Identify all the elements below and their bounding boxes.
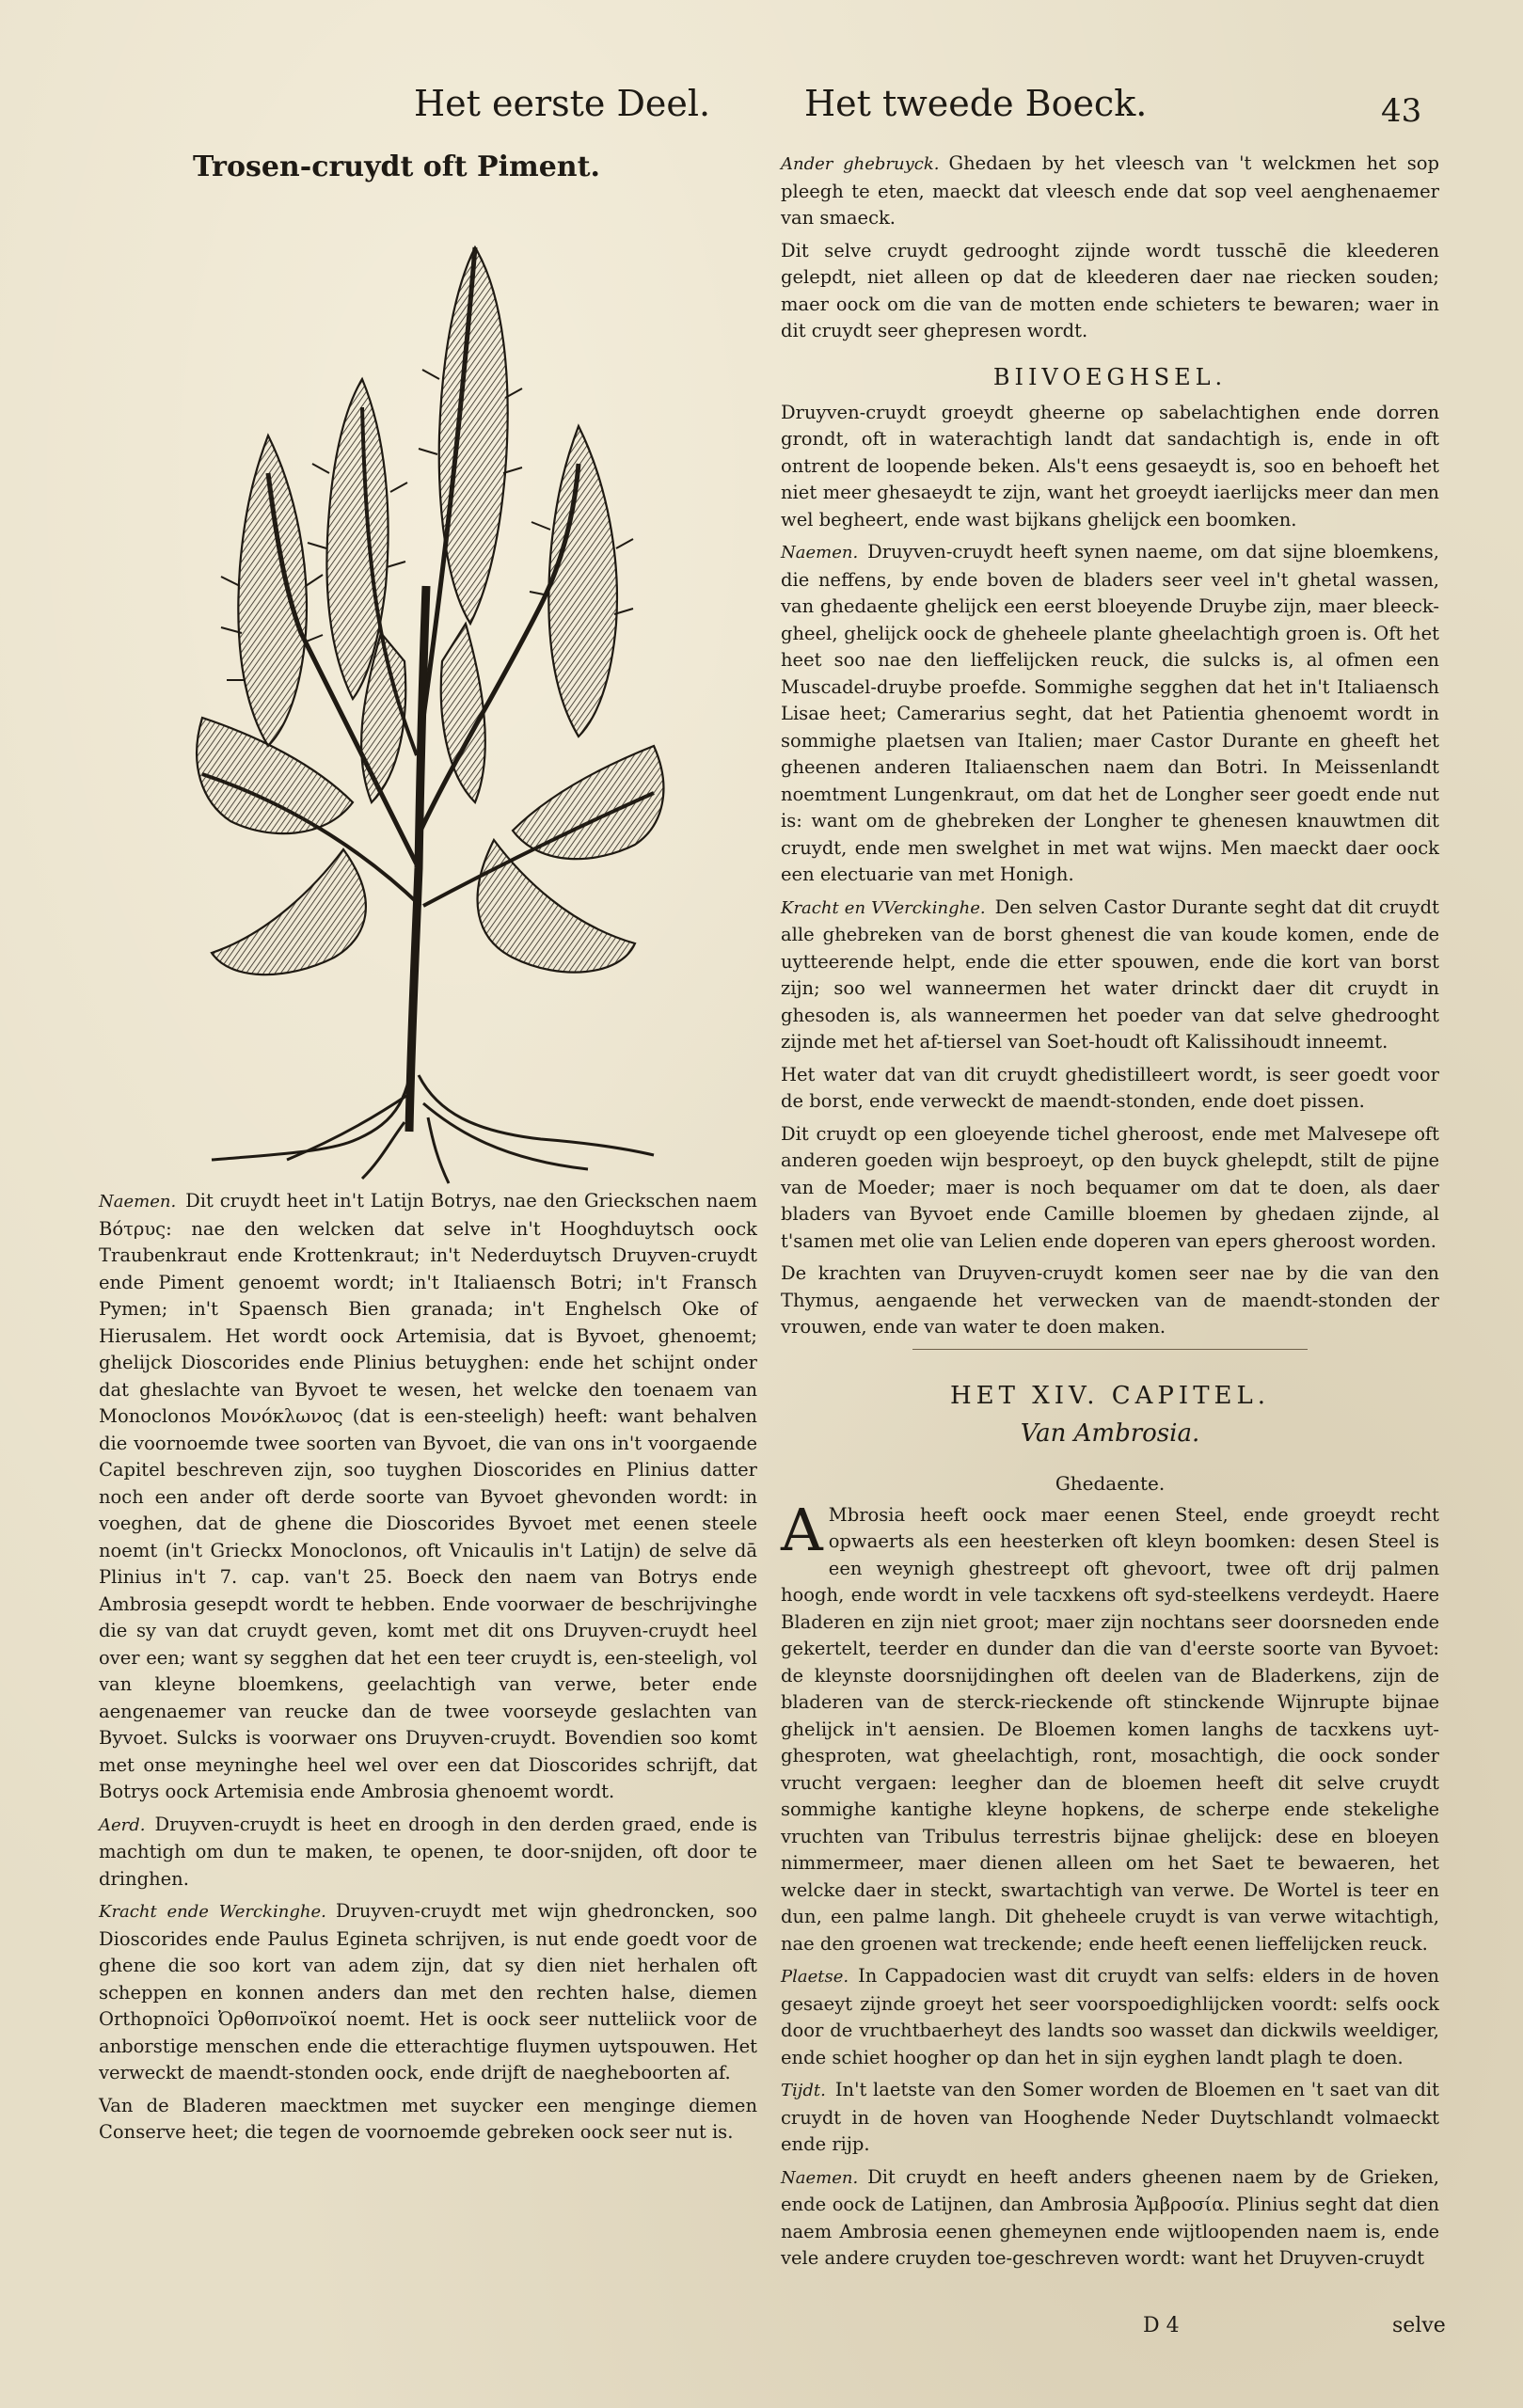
bijvoeghsel-paragraph-1: Druyven-cruydt groeydt gheerne op sabelachtighen ende dorren grondt, oft in waterachtigh landt dat sandachtigh is, ende in oft ontrent de loopende beken. Als't eens gesaeydt is, soo en behoeft het niet meer ghesaeydt te zijn, want het groeydt iaerlijcks meer dan men wel begheert, ende wast bijkans ghelijck een boomken.: [781, 401, 1439, 531]
margin-note: Aerd.: [99, 1814, 146, 1835]
signature-mark: D 4: [1143, 2314, 1180, 2337]
margin-note: Plaetse.: [781, 1967, 849, 1987]
ghedaente-heading: Ghedaente.: [1055, 1471, 1166, 1495]
bijvoeghsel-paragraph-4: Het water dat van dit cruydt ghedistilleert wordt, is seer goedt voor de borst, ende verweckt de maendt-stonden, ende doet pissen.: [781, 1063, 1439, 1112]
chapter-title: HET XIV. CAPITEL.: [949, 1381, 1271, 1410]
margin-note: Kracht en VVerckinghe.: [781, 897, 986, 918]
margin-note: Kracht ende Werckinghe.: [99, 1902, 326, 1922]
right-column: [781, 150, 1439, 2278]
running-head: [0, 83, 1523, 139]
right-paragraph-kleederen: Dit selve cruydt gedrooght zijnde wordt tusschē die kleederen gelepdt, niet alleen op dat de kleederen daer nae riecken souden; maer oock om die van de motten ende schieters te bewaren; waer in dit cruydt seer ghepresen wordt.: [781, 239, 1439, 341]
left-column: [99, 150, 757, 2152]
plant-title: Trosen-cruydt oft Piment.: [193, 150, 600, 183]
drop-cap: A: [781, 1495, 823, 1564]
right-paragraph-ander-ghebruyck: Ander ghebruyck. Ghedaen by het vleesch van 't welckmen het sop pleegh te eten, maeckt dat vleesch ende dat sop veel aenghenaemer van smaeck.: [781, 152, 1439, 229]
bijvoeghsel-paragraph-5: Dit cruydt op een gloeyende tichel gheroost, ende met Malvesepe oft anderen goeden wijn besproeyt, op den buyck ghelepdt, stilt de pijne van de Moeder; maer is noch bequamer om dat te doen, als daer bladers van Byvoet ende Camille bloemen by ghedaen zijnde, al t'samen met olie van Lelien ende doperen van epers gheroost worden.: [781, 1122, 1439, 1252]
bijvoeghsel-paragraph-3: Kracht en VVerckinghe. Den selven Castor Durante seght dat dit cruydt alle ghebreken van de borst ghenest die van koude komen, ende de uytteerende helpt, ende die etter spouwen, ende die kort van borst zijn; soo wel wanneermen het water drinckt daer dit cruydt in ghesoden is, als wanneermen het poeder van dat selve ghedrooght zijnde met het af-tiersel van Soet-houdt oft Kalissihoudt inneemt.: [781, 895, 1440, 1053]
running-head-left: Het eerste Deel.: [414, 83, 711, 124]
bijvoeghsel-paragraph-2: Naemen. Druyven-cruydt heeft synen naeme, om dat sijne bloemkens, die neffens, by ende boven de bladers seer veel in't ghetal wassen, van ghedaente ghelijck een eerst bloeyende Druybe zijn, maer bleeck-gheel, ghelijck oock de gheheele plante gheelachtigh groen is. Oft het heet soo nae den lieffelijcken reuck, die sulcks is, al ofmen een Muscadel-druybe proefde. Sommighe segghen dat het in't Italiaensch Lisae heet; Camerarius seght, dat het Patientia ghenoemt wordt in sommighe plaetsen van Italien; maer Castor Durante en gheeft het gheenen anderen Italiaenschen naem dan Botri. In Meissenlandt noemtment Lungenkraut, om dat het de Longher seer goedt ende nut is: want om de ghebreken der Longher te ghenesen knauwtmen dit cruydt, ende men swelghet in met wat wijns. Men maeckt daer oock een electuarie van met Honigh.: [781, 541, 1439, 885]
bijvoeghsel-title: BIIVOEGHSEL.: [992, 363, 1228, 390]
chapter-paragraph-tijdt: Tijdt. In't laetste van den Somer worden de Bloemen en 't saet van dit cruydt in de hoven van Hooghende Neder Duytschlandt volmaeckt ende rijp.: [781, 2079, 1439, 2155]
left-paragraph-naemen: Naemen. Dit cruydt heet in't Latijn Botrys, nae den Grieckschen naem Βότρυς: nae den welcken dat selve in't Hooghduytsch oock Traubenkraut ende Krottenkraut; in't Nederduytsch Druyven-cruydt ende Piment genoemt wordt; in't Italiaensch Botri; in't Fransch Pymen; in't Spaensch Bien granada; in't Enghelsch Oke of Hierusalem. Het wordt oock Artemisia, dat is Byvoet, ghenoemt; ghelijck Dioscorides ende Plinius betuyghen: ende het schijnt onder dat gheslachte van Byvoet te wesen, het welcke den toenaem van Monoclonos Μονόκλωνος (dat is een-steeligh) heeft: want behalven die voornoemde twee soorten van Byvoet, die van ons in't voorgaende Capitel beschreven zijn, soo tuyghen Dioscorides en Plinius datter noch een ander oft derde soorte van Byvoet ghevonden wordt: in voeghen, dat de ghene die Dioscorides Byvoet met eenen steele noemt (in't Grieckx Monoclonos, oft Vnicaulis in't Latijn) de selve dā Plinius in't 7. cap. van't 25. Boeck den naem van Botrys ende Ambrosia gesepdt wordt te hebben. Ende voorwaer de beschrijvinghe die sy van dat cruydt geven, komt met dit ons Druyven-cruydt heel over een; want sy segghen dat het een teer cruydt is, een-steeligh, vol van kleyne bloemkens, geelachtigh van verwe, beter ende aengenaemer van reucke dan de twee voorseyde geslachten van Byvoet. Sulcks is voorwaer ons Druyven-cruydt. Bovendien soo komt met onse meyninghe heel wel over een dat Dioscorides schrijft, dat Botrys oock Artemisia ende Ambrosia ghenoemt wordt.: [99, 1190, 757, 1802]
botrys-plant-illustration: [99, 191, 757, 1188]
plant-woodcut: [99, 191, 757, 1188]
section-divider: [912, 1349, 1308, 1350]
catchword: selve: [1392, 2314, 1446, 2337]
margin-note: Naemen.: [781, 2167, 859, 2188]
margin-note: Naemen.: [99, 1192, 177, 1212]
chapter-paragraph-naemen: Naemen. Dit cruydt en heeft anders gheenen naem by de Grieken, ende oock de Latijnen, dan Ambrosia Ἀμβροσία. Plinius seght dat dien naem Ambrosia eenen ghemeynen ende wijtloopenden naem is, ende vele andere cruyden toe-geschreven wordt: want het Druyven-cruydt: [781, 2165, 1439, 2269]
bijvoeghsel-paragraph-6: De krachten van Druyven-cruydt komen seer nae by die van den Thymus, aengaende het verwecken van de maendt-stonden der vrouwen, ende van water te doen maken.: [781, 1262, 1439, 1338]
left-paragraph-conserve: Van de Bladeren maecktmen met suycker een menginge diemen Conserve heet; die tegen de voornoemde gebreken oock seer nut is.: [99, 2094, 757, 2143]
chapter-paragraph-plaetse: Plaetse. In Cappadocien wast dit cruydt van selfs: elders in de hoven gesaeyt zijnde groeyt het seer voorspoedighlijcken voordt: selfs oock door de vruchtbaerheyt des landts soo wasset dan dickwils weeldiger, ende schiet hoogher op dan het in sijn eyghen landt plagh te doen.: [781, 1965, 1439, 2068]
chapter-subtitle: Van Ambrosia.: [1020, 1418, 1200, 1448]
left-paragraph-aerd: Aerd. Druyven-cruydt is heet en droogh in den derden graed, ende is machtigh om dun te maken, te openen, te door-snijden, oft door te dringhen.: [99, 1813, 757, 1890]
chapter-paragraph-ghedaente: A Mbrosia heeft oock maer eenen Steel, ende groeydt recht opwaerts als een heesterken oft kleyn boomken: desen Steel is een weynigh ghestreept oft ghevoort, twee oft drij palmen hoogh, ende wordt in vele tacxkens oft syd-steelkens verdeydt. Haere Bladeren en zijn niet groot; maer zijn nochtans seer doorsneden ende gekertelt, teerder en dunder dan die van d'eerste soorte van Byvoet: de kleynste doorsnijdinghen oft deelen van de Bladerkens, zijn de bladeren van de sterck-rieckende oft stinckende Wijnrupte bijnae ghelijck in't aensien. De Bloemen komen langhs de tacxkens uyt-ghesproten, wat gheelachtigh, ront, mosachtigh, die oock sonder vrucht vergaen: leegher dan de bloemen heeft dit selve cruydt sommighe kantighe kleyne hopkens, de scherpe ende stekelighe vruchten van Tribulus terrestris bijnae ghelijck: dese en bloeyen nimmermeer, maer dienen alleen om het Saet te bewaeren, het welcke daer in steckt, swartachtigh van verwe. De Wortel is teer en dun, een palme langh. Dit gheheele cruydt is van verwe witachtigh, nae den groenen wat treckende; ende heeft eenen lieffelijcken reuck.: [781, 1495, 1439, 1955]
page-number: 43: [1381, 92, 1422, 130]
margin-note: Tijdt.: [781, 2081, 826, 2100]
margin-note: Ander ghebruyck.: [781, 154, 940, 174]
margin-note: Naemen.: [781, 543, 859, 562]
left-paragraph-kracht: Kracht ende Werckinghe. Druyven-cruydt met wijn ghedroncken, soo Dioscorides ende Paulus Egineta schrijven, is nut ende goedt voor de ghene die soo kort van adem zijn, dat sy dien niet herhalen oft scheppen en konnen anders dan met den rechten halse, diemen Orthopnoïci Ὀρθοπνοϊκοί noemt. Het is oock seer nutteliick voor de anborstige menschen ende die etterachtige fluymen uytspouwen. Het verweckt de maendt-stonden oock, ende drijft de naegheboorten af.: [99, 1900, 757, 2083]
running-head-right: Het tweede Boeck.: [804, 83, 1148, 124]
